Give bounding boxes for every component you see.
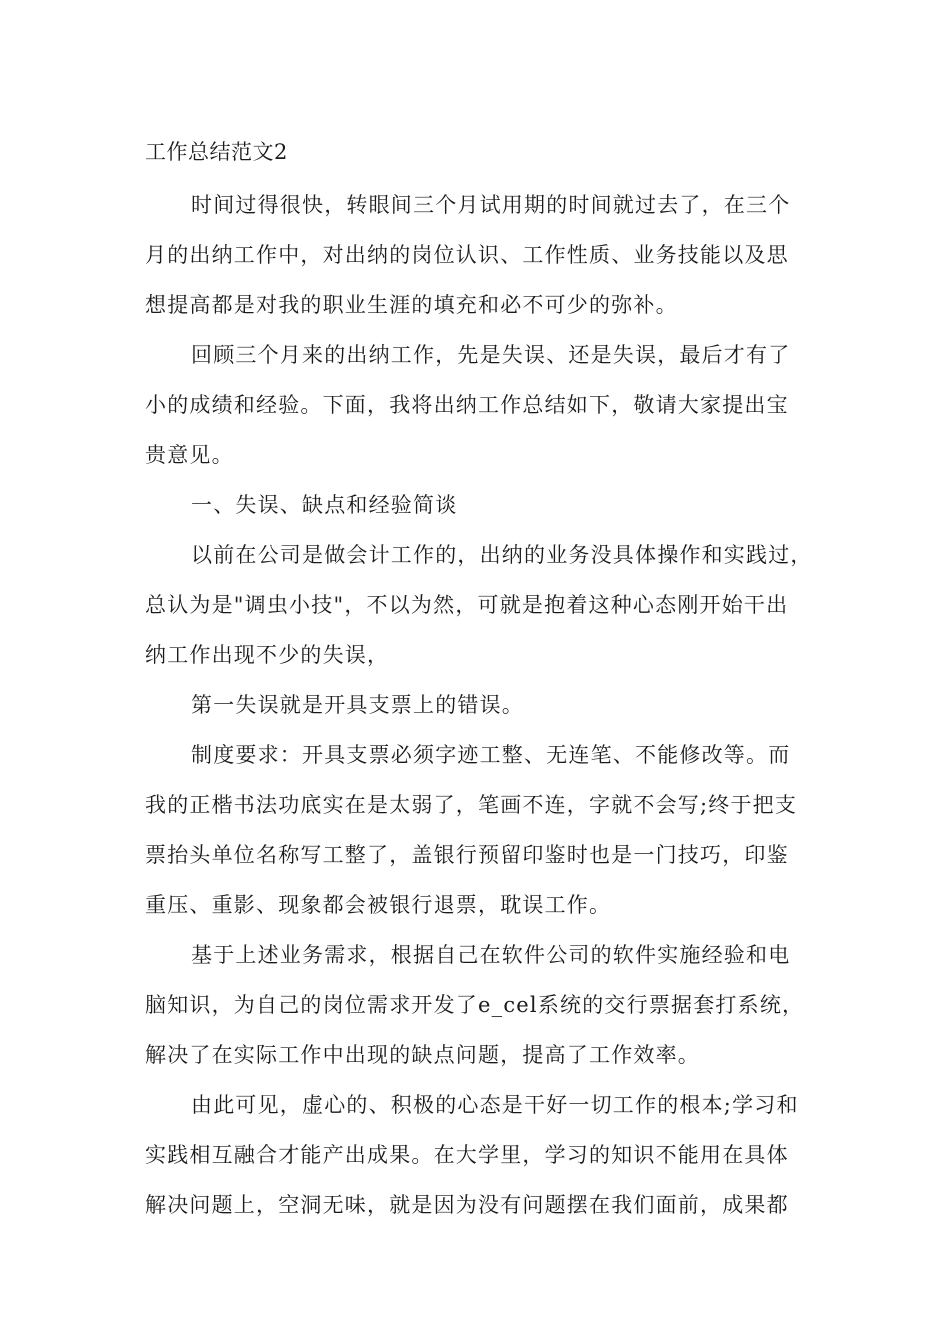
text-line: 小的成绩和经验。下面，我将出纳工作总结如下，敬请大家提出宝 — [145, 393, 789, 417]
text-line: 总认为是"调虫小技"，不以为然，可就是抱着这种心态刚开始干出 — [145, 593, 789, 617]
text-line: 月的出纳工作中，对出纳的岗位认识、工作性质、业务技能以及思 — [145, 243, 789, 267]
text-line: 时间过得很快，转眼间三个月试用期的时间就过去了，在三个 — [191, 193, 791, 217]
text-line: 票抬头单位名称写工整了，盖银行预留印鉴时也是一门技巧，印鉴 — [145, 843, 789, 867]
text-line: 第一失误就是开具支票上的错误。 — [191, 693, 524, 717]
text-line: 由此可见，虚心的、积极的心态是干好一切工作的根本;学习和 — [191, 1093, 799, 1117]
document-title: 工作总结范文2 — [145, 140, 288, 164]
text-line: 以前在公司是做会计工作的，出纳的业务没具体操作和实践过， — [191, 543, 813, 567]
text-line: 我的正楷书法功底实在是太弱了，笔画不连，字就不会写;终于把支 — [145, 793, 798, 817]
text-line: 贵意见。 — [145, 443, 234, 467]
section-heading: 一、失误、缺点和经验简谈 — [191, 493, 458, 517]
text-line: 回顾三个月来的出纳工作，先是失误、还是失误，最后才有了 — [191, 343, 791, 367]
text-line: 实践相互融合才能产出成果。在大学里，学习的知识不能用在具体 — [145, 1143, 789, 1167]
text-line: 重压、重影、现象都会被银行退票，耽误工作。 — [145, 893, 612, 917]
text-line: 解决问题上，空洞无味，就是因为没有问题摆在我们面前，成果都 — [145, 1193, 789, 1217]
text-line: 想提高都是对我的职业生涯的填充和必不可少的弥补。 — [145, 293, 678, 317]
text-line: 解决了在实际工作中出现的缺点问题，提高了工作效率。 — [145, 1043, 700, 1067]
document-body — [145, 130, 813, 1230]
text-line: 脑知识，为自己的岗位需求开发了e_cel系统的交行票据套打系统， — [145, 993, 805, 1017]
text-line: 纳工作出现不少的失误， — [145, 643, 390, 667]
text-line: 制度要求：开具支票必须字迹工整、无连笔、不能修改等。而 — [191, 743, 791, 767]
text-line: 基于上述业务需求，根据自己在软件公司的软件实施经验和电 — [191, 943, 791, 967]
